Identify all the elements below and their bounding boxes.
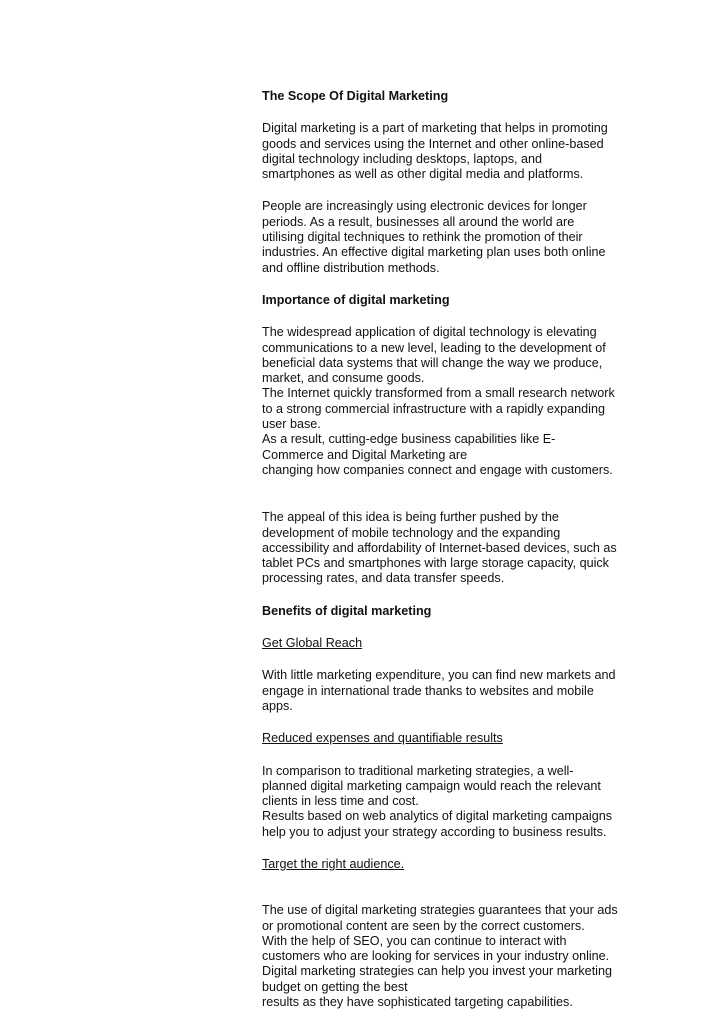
document-page [262,89,642,1010]
text-line: industries. An effective digital marketing plan uses both online [262,245,606,260]
text-line: goods and services using the Internet and other online-based [262,136,604,151]
importance-paragraph [262,325,642,478]
benefit-1-title: Get Global Reach [262,636,363,651]
benefit-3-text [262,903,642,1010]
text-line: smartphones as well as other digital media and platforms. [262,167,584,182]
text-line: changing how companies connect and engage with customers. [262,462,613,477]
text-line: utilising digital techniques to rethink the promotion of their [262,230,583,245]
document-title: The Scope Of Digital Marketing [262,89,449,103]
benefits-heading: Benefits of digital marketing [262,603,432,618]
text-line: budget on getting the best [262,979,408,994]
text-line: beneficial data systems that will change the way we produce, [262,355,603,370]
text-line: engage in international trade thanks to websites and mobile [262,683,594,698]
text-line: The widespread application of digital technology is elevating [262,325,597,340]
text-line: The appeal of this idea is being further pushed by the [262,510,559,525]
text-line: and offline distribution methods. [262,260,440,275]
text-line: Digital marketing strategies can help you invest your marketing [262,964,612,979]
text-line: clients in less time and cost. [262,794,419,809]
text-line: development of mobile technology and the expanding [262,525,561,540]
text-line: With little marketing expenditure, you can find new markets and [262,668,616,683]
text-line: market, and consume goods. [262,371,425,386]
text-line: periods. As a result, businesses all around the world are [262,214,575,229]
text-line: Digital marketing is a part of marketing that helps in promoting [262,121,608,136]
intro-paragraph-2 [262,199,642,275]
text-line: In comparison to traditional marketing strategies, a well- [262,763,574,778]
text-line: The Internet quickly transformed from a small research network [262,386,615,401]
text-line: Commerce and Digital Marketing are [262,447,468,462]
text-line: As a result, cutting-edge business capabilities like E- [262,432,556,447]
text-line: processing rates, and data transfer speeds. [262,571,505,586]
text-line: Results based on web analytics of digital marketing campaigns [262,809,613,824]
text-line: With the help of SEO, you can continue to interact with [262,933,567,948]
text-line: or promotional content are seen by the correct customers. [262,918,585,933]
text-line: accessibility and affordability of Internet-based devices, such as [262,540,617,555]
benefit-2-title: Reduced expenses and quantifiable results [262,731,503,746]
appeal-paragraph [262,510,642,586]
text-line: The use of digital marketing strategies guarantees that your ads [262,903,618,918]
text-line: apps. [262,698,293,713]
importance-heading: Importance of digital marketing [262,292,450,307]
benefit-2-text [262,764,642,840]
text-line: results as they have sophisticated targeting capabilities. [262,995,573,1010]
text-line: help you to adjust your strategy according to business results. [262,824,607,839]
intro-paragraph-1 [262,121,642,182]
text-line: People are increasingly using electronic devices for longer [262,199,587,214]
benefit-3-title: Target the right audience. [262,856,405,871]
text-line: tablet PCs and smartphones with large storage capacity, quick [262,556,609,571]
text-line: digital technology including desktops, laptops, and [262,151,543,166]
text-line: planned digital marketing campaign would reach the relevant [262,778,601,793]
text-line: communications to a new level, leading to the development of [262,340,606,355]
benefit-1-text [262,668,642,714]
text-line: user base. [262,417,321,432]
text-line: to a strong commercial infrastructure with a rapidly expanding [262,401,605,416]
text-line: customers who are looking for services in your industry online. [262,949,610,964]
